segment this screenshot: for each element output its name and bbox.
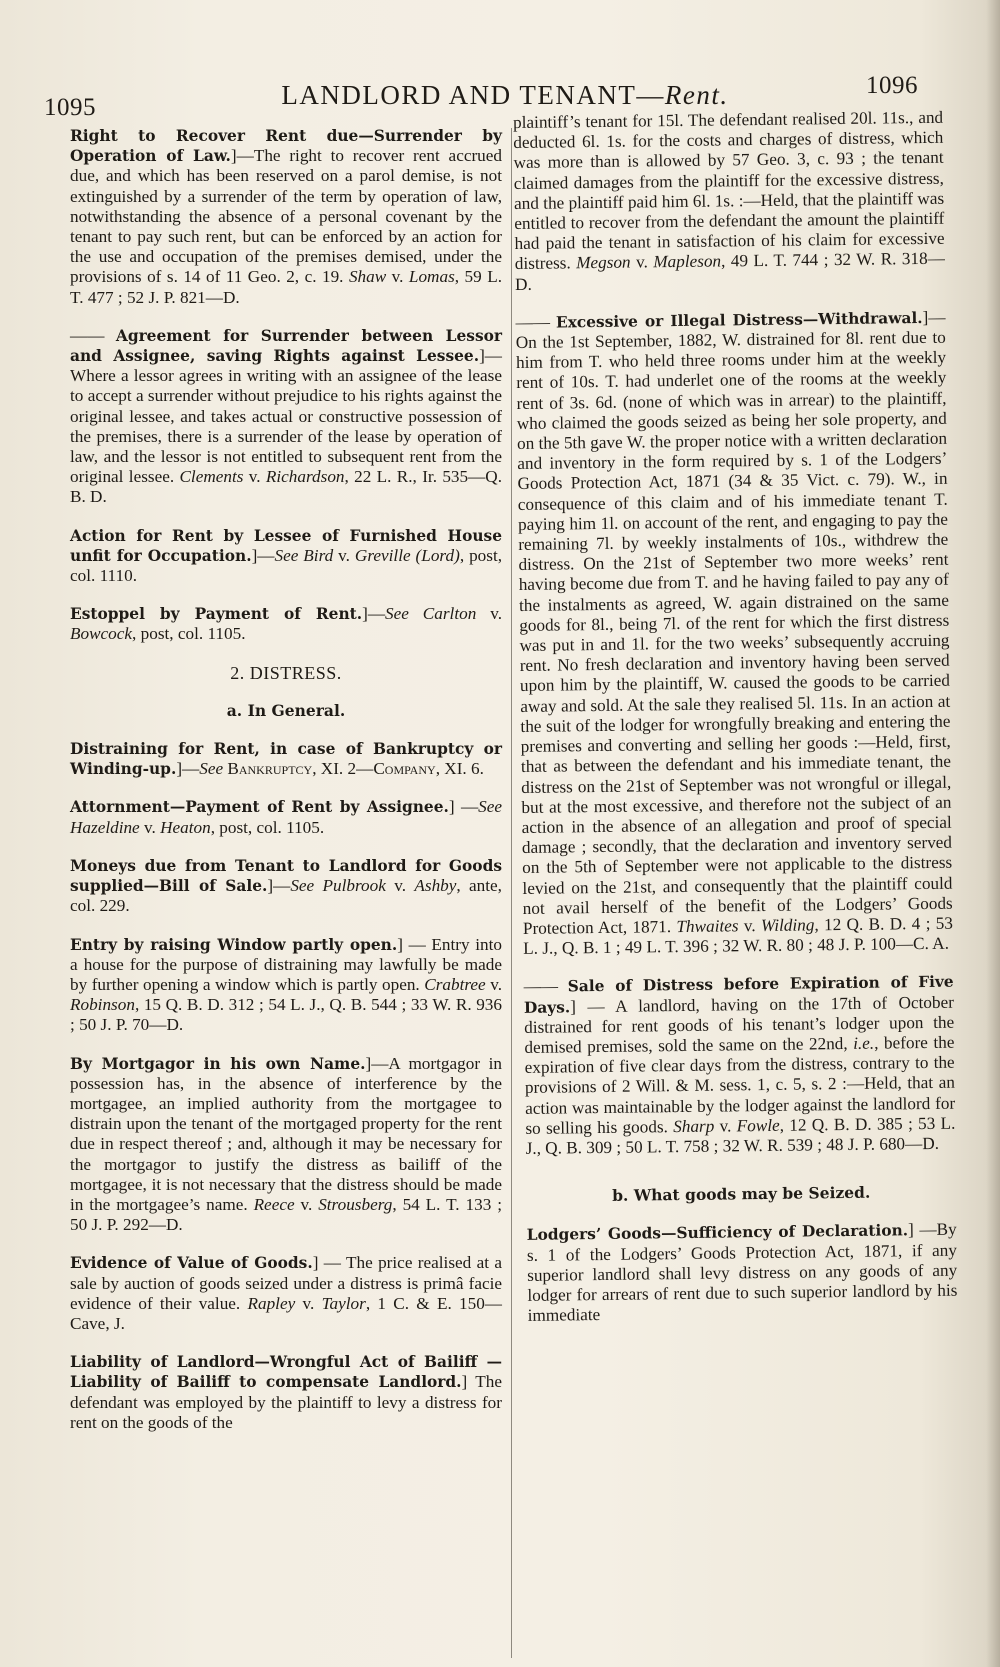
cross-reference: See xyxy=(199,759,224,779)
column-rule xyxy=(511,128,512,1658)
citation: , post, col. 1110. xyxy=(70,545,503,586)
cross-reference: See Pulbrook xyxy=(290,876,386,896)
citation: , post, col. 1105. xyxy=(132,624,246,644)
case-name: Fowle xyxy=(736,1115,780,1136)
case-name: Greville (Lord) xyxy=(354,545,460,565)
cross-reference: See Hazeldine xyxy=(70,797,502,837)
case-name: Ashby xyxy=(414,876,457,896)
page-number-right: 1096 xyxy=(866,72,918,99)
section-heading: 2. DISTRESS. xyxy=(230,662,342,683)
citation: , 1 C. & E. 150—Cave, J. xyxy=(70,1293,502,1333)
citation: , ante, col. 229. xyxy=(70,876,502,916)
case-name: Taylor xyxy=(321,1293,366,1313)
entry: Lodgers’ Goods—Sufficiency of Declaration.] —By s. 1 of the Lodgers’ Goods Protection Act, 1871, if any superior landlord shall levy distress on any goods of any lodger for arrears of rent due to such superior landlord by his immediate xyxy=(526,1220,958,1326)
entry-heading: Distraining for Rent, in case of Bankruptcy or Winding-up. xyxy=(70,740,502,779)
case-name: Strousberg xyxy=(318,1194,393,1214)
cross-reference: See Bird xyxy=(274,545,334,565)
entry: —— Sale of Distress before Expiration of Five Days.] — A landlord, having on the 17th of October distrained for rent goods of his tenant’s lodger upon the demised premises, sold the same on the 22nd, i.e., before the expiration of five clear days from the distress, contrary to the provisions of 2 Will. & M. sess. 1, c. 5, s. 2 :—Held, that an action was maintainable by the lodger against the landlord for so selling his goods. Sharp v. Fowle, 12 Q. B. D. 385 ; 53 L. J., Q. B. 309 ; 50 L. T. 758 ; 32 W. R. 539 ; 48 J. P. 680—D. xyxy=(523,973,956,1158)
entry-heading: Excessive or Illegal Distress—Withdrawal. xyxy=(555,308,923,332)
entry-heading: Moneys due from Tenant to Landlord for Goods supplied—Bill of Sale. xyxy=(70,856,502,896)
cross-reference: See Carlton xyxy=(385,604,477,624)
case-name: Clements xyxy=(179,467,244,487)
case-name: Bowcock xyxy=(70,624,133,644)
case-name: Richardson xyxy=(265,467,345,487)
entry-heading: Liability of Landlord—Wrongful Act of Bailiff —Liability of Bailiff to compensate Landlord. xyxy=(70,1353,502,1392)
citation: , 15 Q. B. D. 312 ; 54 L. J., Q. B. 544 ; 33 W. R. 936 ; 50 J. P. 70—D. xyxy=(70,995,502,1035)
entry-heading: Right to Recover Rent due—Surrender by Operation of Law. xyxy=(70,127,502,166)
entry-continuation: plaintiff’s tenant for 15l. The defendant realised 20l. 11s., and deducted 6l. 1s. for the costs and charges of distress, which was more than is allowed by 57 Geo. 3, c. 93 ; the tenant claimed damages from the plaintiff for the excessive distress, and the plaintiff paid him 6l. 1s. :—Held, that the plaintiff was entitled to recover from the defendant the amount the plaintiff had paid the tenant in satisfaction of his claim for excessive distress. Megson v. Mapleson, 49 L. T. 744 ; 32 W. R. 318—D. xyxy=(513,107,945,294)
page-edge-shadow xyxy=(986,0,1000,1667)
entry-heading: By Mortgagor in his own Name. xyxy=(70,1054,366,1073)
citation: , 12 Q. B. D. 385 ; 53 L. J., Q. B. 309 ; 50 L. T. 758 ; 32 W. R. 539 ; 48 J. P. 680—D. xyxy=(525,1113,956,1158)
case-name: Thwaites xyxy=(676,916,739,936)
entry: —— Excessive or Illegal Distress—Withdrawal.]—On the 1st September, 1882, W. distrained for 8l. rent due to him from T. who held three rooms under him at the weekly rent of 10s. T. had underlet one of the rooms at the weekly rent of 3s. 6d. (none of which was in arrear) to the plaintiff, who claimed the goods seized as being her sole property, and on the 5th gave W. the proper notice with a written declaration and inventory in the form required by s. 1 of the Lodgers’ Goods Protection Act, 1871 (34 & 35 Vict. c. 79). W., in consequence of this claim and of his immediate tenant T. paying him 1l. on account of the rent, and engaging to pay the remaining 7l. by weekly instalments of 10s., withdrew the distress. On the 21st of September two more weeks’ rent having become due from T. and he having failed to pay any of the instalments as agreed, W. again distrained on the same goods for 8l., being 7l. of the rent for which the first distress was put in and 1l. for the two weeks’ subsequently accruing rent. No fresh declaration and inventory having been served upon him by the plaintiff, W. caused the goods to be carried away and sold. At the sale they realised 5l. 11s. In an action at the suit of the lodger for wrongfully breaking and entering the premises and converting and selling her goods :—Held, first, that as between the defendant and his immediate tenant, the distress on the 21st of September was not wrongful or illegal, but at the most excessive, and therefore not the subject of an action in the absence of an allegation and proof of special damage ; secondly, that the declaration and inventory served on the 5th of September were not applicable to the distress levied on the 21st, and consequently that the plaintiff could not avail herself of the benefit of the Lodgers’ Goods Protection Act, 1871. Thwaites v. Wilding, 12 Q. B. D. 4 ; 53 L. J., Q. B. 1 ; 49 L. T. 396 ; 32 W. R. 80 ; 48 J. P. 100—C. A. xyxy=(515,307,954,959)
entry: Right to Recover Rent due—Surrender by Operation of Law.]—The right to recover rent accrued due, and which has been reserved on a parol demise, is not extinguished by a surrender of the term by operation of law, notwithstanding the absence of a personal covenant by the tenant to pay such rent, but can be enforced by an action for the use and occupation of the premises demised, under the provisions of s. 14 of 11 Geo. 2, c. 19. Shaw v. Lomas, 59 L. T. 477 ; 52 J. P. 821—D. xyxy=(70,127,502,307)
citation: , 54 L. T. 133 ; 50 J. P. 292—D. xyxy=(70,1194,502,1235)
entry: Moneys due from Tenant to Landlord for Goods supplied—Bill of Sale.]—See Pulbrook v. Ashby, ante, col. 229. xyxy=(70,856,502,916)
entry: —— Agreement for Surrender between Lessor and Assignee, saving Rights against Lessee.]—Where a lessor agrees in writing with an assignee of the lease to accept a surrender without prejudice to his rights against the original lessee, and takes actual or constructive possession of the premises, there is a surrender of the lease by operation of law, and the lessor is not entitled to subsequent rent from the original lessee. Clements v. Richardson, 22 L. R., Ir. 535—Q. B. D. xyxy=(70,325,503,507)
citation: , 22 L. R., Ir. 535—Q. B. D. xyxy=(70,467,503,507)
entry-heading: Attornment—Payment of Rent by Assignee. xyxy=(70,798,449,817)
running-head-title: LANDLORD AND TENANT— xyxy=(281,80,665,110)
entry: Distraining for Rent, in case of Bankruptcy or Winding-up.]—See Bankruptcy, XI. 2—Company, XI. 6. xyxy=(70,740,502,779)
running-head-subtitle: Rent. xyxy=(664,80,729,110)
case-name: Lomas xyxy=(408,267,455,287)
column-left xyxy=(70,126,502,1433)
case-name: Megson xyxy=(576,252,631,273)
case-name: Shaw xyxy=(348,267,387,287)
entry-heading: Entry by raising Window partly open. xyxy=(70,935,398,954)
case-name: Reece xyxy=(253,1194,295,1214)
entry: Attornment—Payment of Rent by Assignee.] —See Hazeldine v. Heaton, post, col. 1105. xyxy=(70,797,502,837)
case-name: Mapleson xyxy=(653,251,722,272)
subsection-heading: a. In General. xyxy=(226,700,346,720)
case-name: Crabtree xyxy=(424,974,486,994)
entry-heading: Estoppel by Payment of Rent. xyxy=(70,605,363,624)
entry-heading: Agreement for Surrender between Lessor and Assignee, saving Rights against Lessee. xyxy=(70,326,503,366)
entry: Evidence of Value of Goods.] — The price realised at a sale by auction of goods seized under a distress is primâ facie evidence of their value. Rapley v. Taylor, 1 C. & E. 150—Cave, J. xyxy=(70,1253,502,1333)
case-name: Heaton xyxy=(160,817,211,837)
case-name: Sharp xyxy=(673,1116,715,1136)
entry: Entry by raising Window partly open.] — Entry into a house for the purpose of distraining may lawfully be made by further opening a window which is partly open. Crabtree v. Robinson, 15 Q. B. D. 312 ; 54 L. J., Q. B. 544 ; 33 W. R. 936 ; 50 J. P. 70—D. xyxy=(70,934,502,1035)
entry: Estoppel by Payment of Rent.]—See Carlton v. Bowcock, post, col. 1105. xyxy=(70,604,502,644)
citation: , post, col. 1105. xyxy=(210,817,325,837)
entry-heading: Sale of Distress before Expiration of Five Days. xyxy=(523,973,954,1017)
entry: Liability of Landlord—Wrongful Act of Bailiff —Liability of Bailiff to compensate Landlord.] The defendant was employed by the plaintiff to levy a distress for rent on the goods of the xyxy=(70,1353,502,1432)
column-right xyxy=(513,108,958,1327)
citation: , 59 L. T. 477 ; 52 J. P. 821—D. xyxy=(70,267,502,307)
entry-heading: Action for Rent by Lessee of Furnished House unfit for Occupation. xyxy=(70,526,502,565)
page-number-left: 1095 xyxy=(44,94,96,121)
citation: , 12 Q. B. D. 4 ; 53 L. J., Q. B. 1 ; 49 L. T. 396 ; 32 W. R. 80 ; 48 J. P. 100—C. A. xyxy=(523,913,954,959)
running-head xyxy=(245,80,765,111)
case-name: Rapley xyxy=(247,1293,296,1313)
entry: By Mortgagor in his own Name.]—A mortgagor in possession has, in the absence of interference by the mortgagee, an implied authority from the mortgagee to distrain upon the tenant of the mortgaged property for the rent due in respect thereof ; and, although it may be necessary for the mortgagor to justify the distress as bailiff of the mortgagee, it is not necessary that the distress should be made in the mortgagee’s name. Reece v. Strousberg, 54 L. T. 133 ; 50 J. P. 292—D. xyxy=(70,1053,502,1235)
entry-heading: Lodgers’ Goods—Sufficiency of Declaration. xyxy=(526,1221,909,1245)
entry: Action for Rent by Lessee of Furnished House unfit for Occupation.]—See Bird v. Greville (Lord), post, col. 1110. xyxy=(70,526,503,586)
citation: , 49 L. T. 744 ; 32 W. R. 318—D. xyxy=(514,249,945,294)
case-name: Robinson xyxy=(70,995,135,1015)
subsection-heading: b. What goods may be Seized. xyxy=(612,1182,871,1206)
case-name: Wilding xyxy=(760,915,815,935)
entry-heading: Evidence of Value of Goods. xyxy=(70,1254,313,1273)
